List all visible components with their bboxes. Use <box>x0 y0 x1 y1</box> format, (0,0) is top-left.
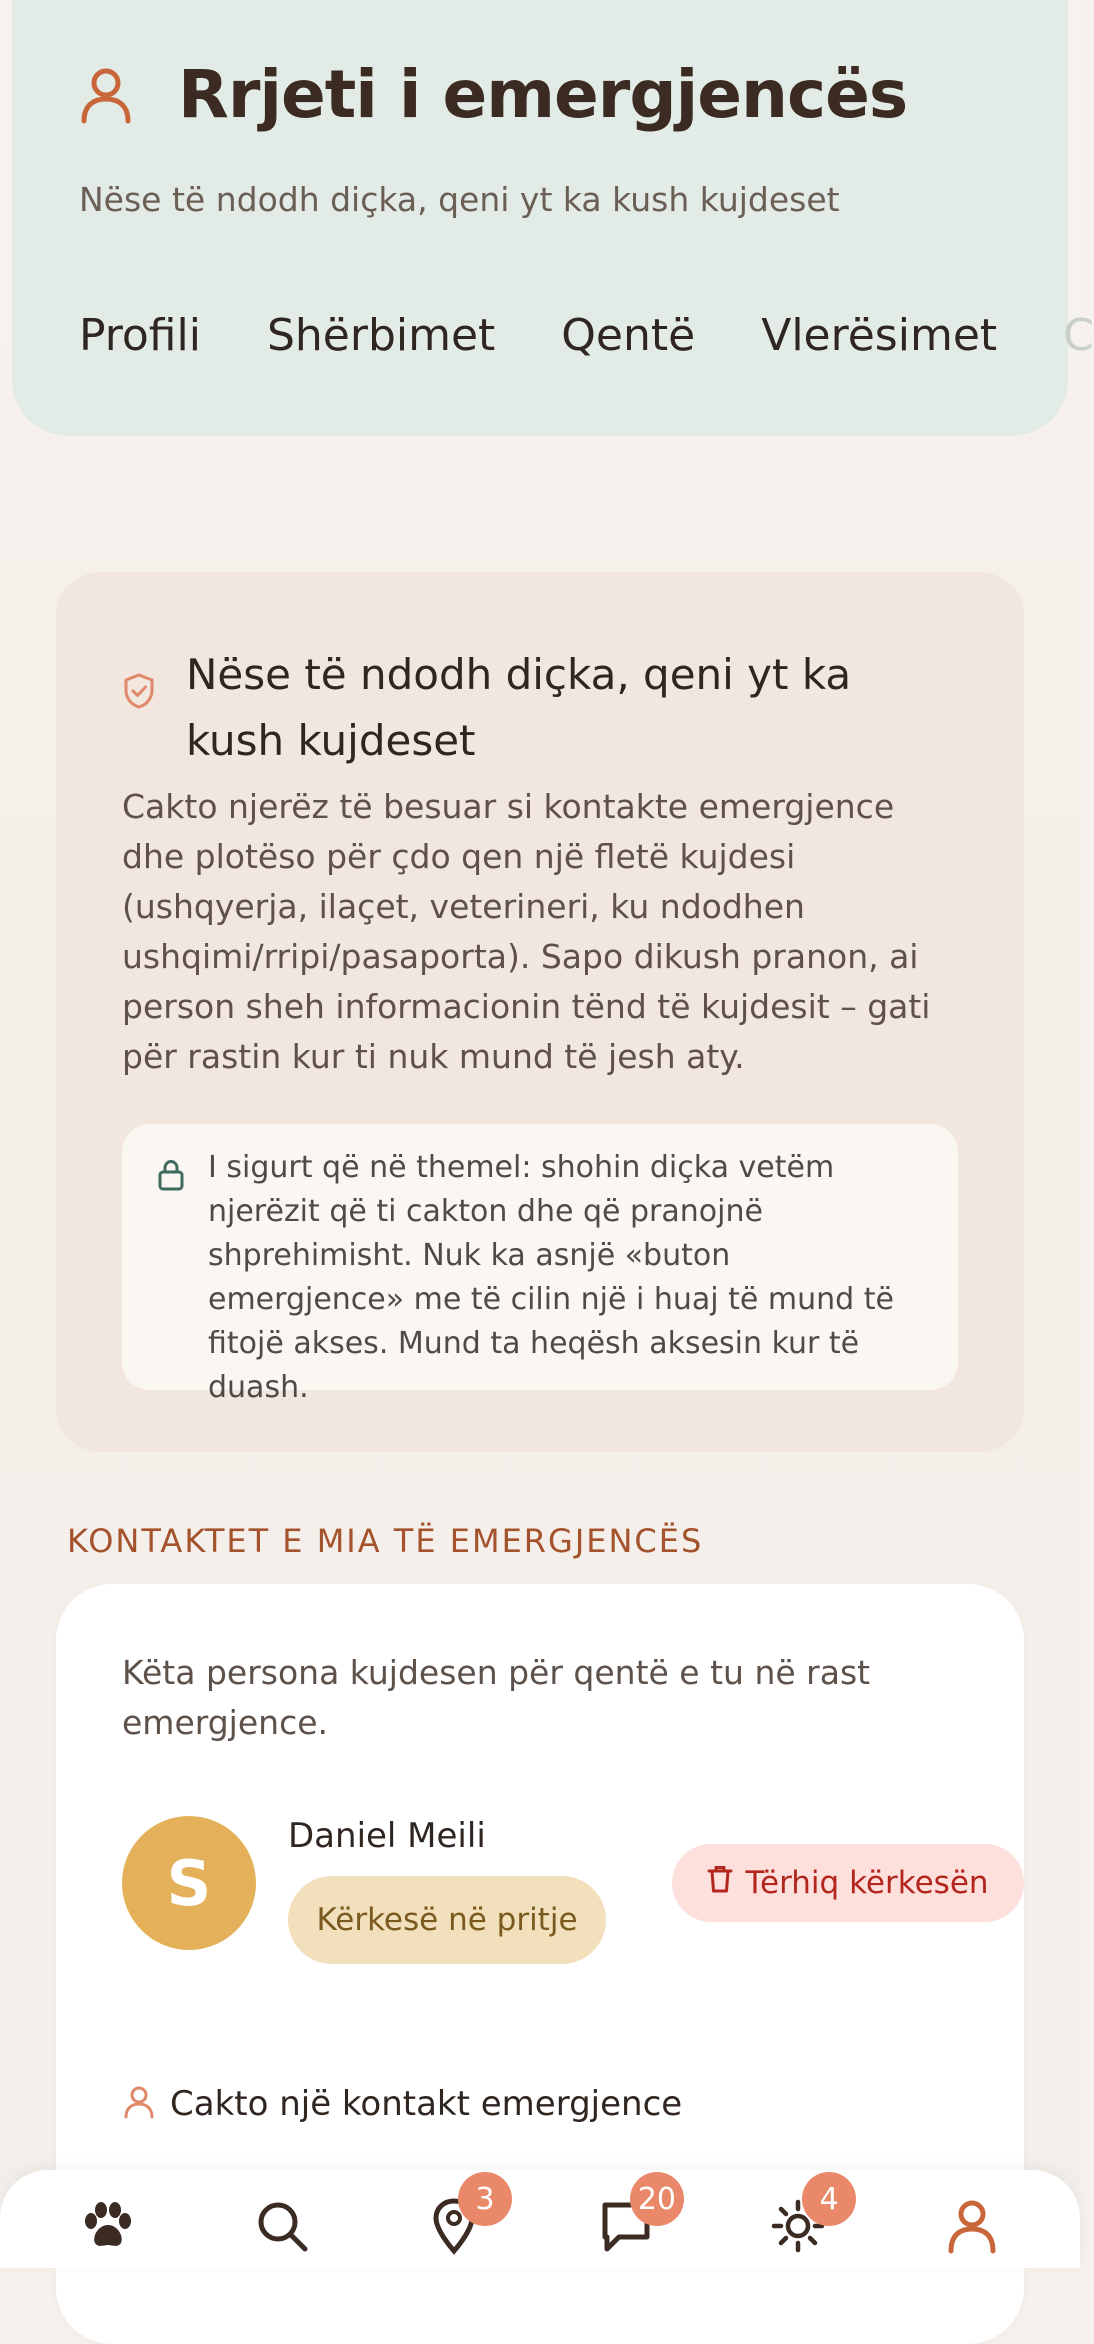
tab-qente[interactable]: Qentë <box>561 310 696 361</box>
contacts-intro: Këta persona kujdesen për qentë e tu në rast emergjence. <box>122 1653 871 1742</box>
info-card <box>56 572 1024 1452</box>
status-badge: Kërkesë në pritje <box>288 1876 606 1964</box>
search-icon <box>255 2199 309 2257</box>
activity-badge: 4 <box>802 2172 856 2226</box>
header <box>12 0 1094 436</box>
contact-item <box>122 1816 989 1976</box>
section-label-contacts: KONTAKTET E MIA TË EMERGJENCËS <box>67 1522 704 1560</box>
page-subtitle: Nëse të ndodh diçka, qeni yt ka kush kujdeset <box>79 180 840 219</box>
security-note-text: I sigurt që në themel: shohin diçka vetëm njerëzit që ti cakton dhe që pranojnë shprehimisht. Nuk ka asnjë «buton emergjence» me të cilin një i huaj të mund të fitojë akses. Mund ta heqësh aksesin kur të duash. <box>208 1150 894 1405</box>
avatar: S <box>122 1816 256 1950</box>
withdraw-request-label: Tërhiq kërkesën <box>745 1865 989 1901</box>
title-row <box>68 56 907 133</box>
assign-contact-button[interactable] <box>122 2084 682 2124</box>
nav-home[interactable] <box>72 2192 144 2264</box>
assign-contact-label: Cakto një kontakt emergjence <box>170 2084 683 2124</box>
paw-icon <box>81 2201 135 2255</box>
lock-icon <box>156 1158 186 1196</box>
tab-overflow[interactable]: C <box>1063 310 1094 361</box>
nav-map[interactable] <box>418 2181 495 2264</box>
page-title: Rrjeti i emergjencës <box>178 56 908 133</box>
user-icon <box>68 57 144 133</box>
messages-badge: 20 <box>630 2172 684 2226</box>
trash-icon <box>707 1864 733 1902</box>
user-icon <box>945 2197 999 2259</box>
security-note <box>122 1124 958 1405</box>
nav-messages[interactable] <box>590 2181 676 2264</box>
map-badge: 3 <box>458 2172 512 2226</box>
user-icon <box>122 2084 156 2124</box>
tab-profili[interactable]: Profili <box>79 310 201 361</box>
contact-name: Daniel Meili <box>288 1816 486 1856</box>
tab-sherbimet[interactable]: Shërbimet <box>266 310 496 361</box>
nav-profile[interactable] <box>936 2192 1008 2264</box>
bottom-nav <box>0 2170 1080 2268</box>
nav-search[interactable] <box>246 2192 318 2264</box>
shield-check-icon <box>122 672 174 774</box>
tab-vleresimet[interactable]: Vlerësimet <box>761 310 998 361</box>
info-heading: Nëse të ndodh diçka, qeni yt ka kush kujdeset <box>186 650 852 765</box>
info-heading-row <box>122 642 946 774</box>
nav-activity[interactable] <box>762 2181 839 2264</box>
withdraw-request-button[interactable] <box>672 1844 1024 1922</box>
tab-bar <box>79 310 1094 361</box>
info-description: Cakto njerëz të besuar si kontakte emergjence dhe plotëso për çdo qen një fletë kujdesi (ushqyerja, ilaçet, veterineri, ku ndodhen ushqimi/rripi/pasaporta). Sapo dikush pranon, ai person sheh informacionin tënd të kujdesit – gati për rastin kur ti nuk mund të jesh aty. <box>122 787 931 1076</box>
